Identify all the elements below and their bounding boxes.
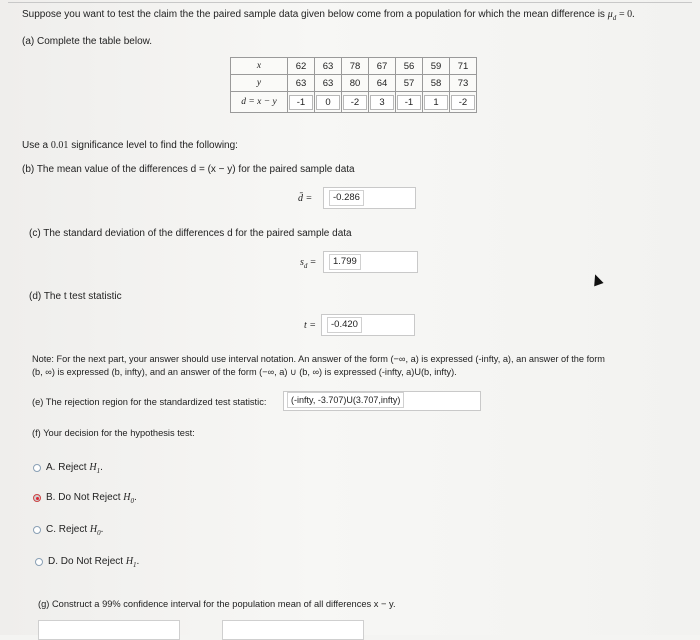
top-divider <box>8 2 692 3</box>
d-input[interactable]: -1 <box>397 95 421 110</box>
d-cell <box>450 92 477 113</box>
option-a-radio[interactable] <box>33 464 41 472</box>
option-c-radio[interactable] <box>33 526 41 534</box>
rejection-region-value: (-infty, -3.707)U(3.707,infty) <box>287 392 404 408</box>
note-line-2: (b, ∞) is expressed (b, infty), and an answer of the form (−∞, a) ∪ (b, ∞) is expressed (-infty, a)U(b, infty). <box>32 367 457 377</box>
std-dev-input[interactable] <box>323 251 418 273</box>
part-g-label: (g) Construct a 99% confidence interval for the population mean of all differences x − y. <box>38 599 396 609</box>
x-header: x <box>231 58 288 75</box>
y-value: 63 <box>315 75 342 92</box>
y-value: 63 <box>288 75 315 92</box>
d-bar-symbol: d̄ = <box>298 193 313 204</box>
y-value: 57 <box>396 75 423 92</box>
x-value: 67 <box>369 58 396 75</box>
ci-lower-input[interactable] <box>38 620 180 640</box>
mouse-cursor-icon <box>590 273 603 287</box>
x-value: 71 <box>450 58 477 75</box>
d-cell <box>396 92 423 113</box>
x-value: 56 <box>396 58 423 75</box>
significance-text: Use a 0.01 significance level to find the following: <box>22 140 238 151</box>
d-cell <box>315 92 342 113</box>
y-value: 73 <box>450 75 477 92</box>
x-value: 78 <box>342 58 369 75</box>
part-a-label: (a) Complete the table below. <box>22 36 153 47</box>
y-value: 64 <box>369 75 396 92</box>
t-statistic-input[interactable] <box>321 314 415 336</box>
y-header: y <box>231 75 288 92</box>
d-input[interactable]: -2 <box>343 95 367 110</box>
t-statistic-value: -0.420 <box>327 317 362 333</box>
x-value: 62 <box>288 58 315 75</box>
mean-difference-input[interactable] <box>323 187 416 209</box>
data-table <box>230 57 477 113</box>
mean-difference-value: -0.286 <box>329 190 364 206</box>
note-line-1: Note: For the next part, your answer should use interval notation. An answer of the form (−∞, a) is expressed (-infty, a), an answer of the form <box>32 354 605 364</box>
y-value: 80 <box>342 75 369 92</box>
option-b-radio[interactable] <box>33 494 41 502</box>
table-row-y <box>231 75 477 92</box>
d-input[interactable]: 0 <box>316 95 340 110</box>
option-b-label[interactable]: B. Do Not Reject $H_0$. <box>46 492 137 505</box>
t-symbol: t = <box>304 320 317 331</box>
d-header: d = x − y <box>231 92 288 113</box>
part-d-label: (d) The t test statistic <box>29 291 122 302</box>
part-c-label: (c) The standard deviation of the differences d for the paired sample data <box>29 228 352 239</box>
d-input[interactable]: -1 <box>289 95 313 110</box>
option-d-label[interactable]: D. Do Not Reject $H_1$. <box>48 556 140 569</box>
x-value: 59 <box>423 58 450 75</box>
y-value: 58 <box>423 75 450 92</box>
table-row-d <box>231 92 477 113</box>
d-input[interactable]: 1 <box>424 95 448 110</box>
d-input[interactable]: 3 <box>370 95 394 110</box>
d-cell <box>288 92 315 113</box>
table-row-x <box>231 58 477 75</box>
option-d-radio[interactable] <box>35 558 43 566</box>
sd-symbol: $s_d$ = <box>300 257 316 270</box>
ci-upper-input[interactable] <box>222 620 364 640</box>
d-cell <box>342 92 369 113</box>
d-cell <box>423 92 450 113</box>
part-e-label: (e) The rejection region for the standardized test statistic: <box>32 397 267 407</box>
intro-text: Suppose you want to test the claim the the paired sample data given below come from a population for which the mean difference is $\mu_d = 0$. <box>22 9 635 22</box>
option-c-label[interactable]: C. Reject $H_0$. <box>46 524 104 537</box>
d-input[interactable]: -2 <box>451 95 475 110</box>
rejection-region-input[interactable] <box>283 391 481 411</box>
std-dev-value: 1.799 <box>329 254 361 270</box>
d-cell <box>369 92 396 113</box>
part-f-label: (f) Your decision for the hypothesis test: <box>32 428 195 438</box>
option-a-label[interactable]: A. Reject $H_1$. <box>46 462 103 475</box>
x-value: 63 <box>315 58 342 75</box>
part-b-label: (b) The mean value of the differences d = (x − y) for the paired sample data <box>22 164 355 175</box>
